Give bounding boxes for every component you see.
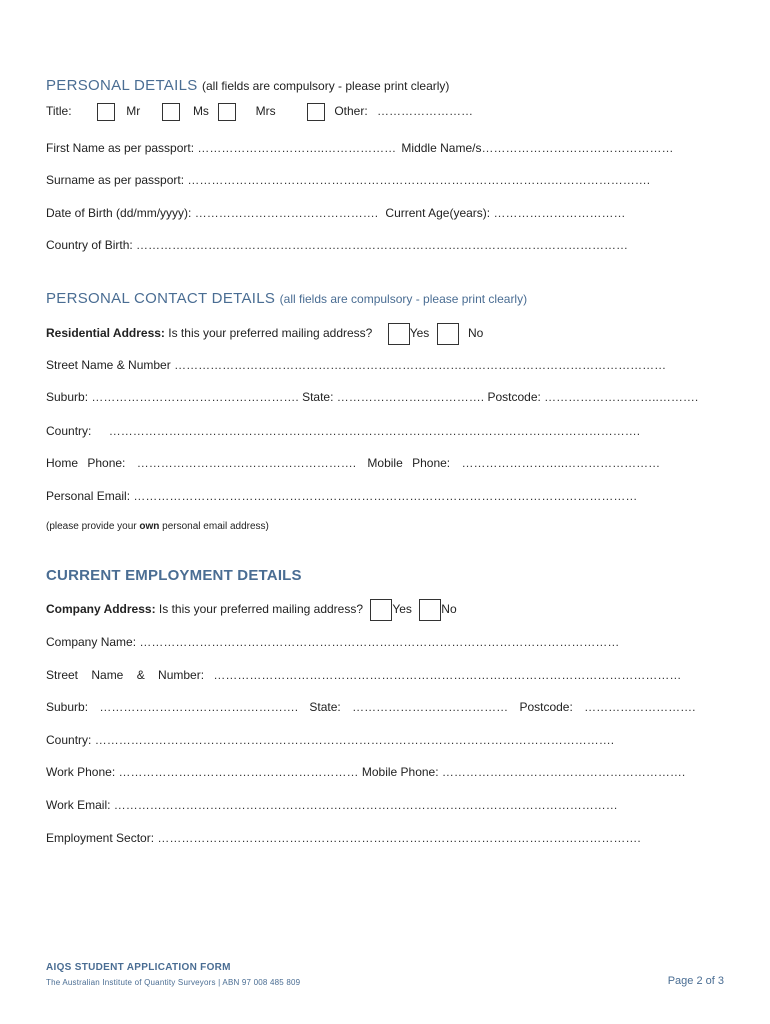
sector-row [46,831,641,845]
res-country-label: Country: [46,424,92,438]
email-row [46,489,637,503]
company-yes-checkbox[interactable] [370,599,392,621]
work-mobile-field[interactable]: ……………………………………………………. [441,765,686,779]
company-postcode-label: Postcode: [519,700,573,714]
dob-row [46,206,625,220]
work-phone-label: Work Phone: [46,765,116,779]
res-suburb-row [46,390,698,404]
res-street-label: Street Name & Number [46,358,171,372]
age-field[interactable]: …………………………… [493,206,626,220]
work-email-label: Work Email: [46,798,111,812]
email-hint [46,521,269,532]
residential-no-checkbox[interactable] [437,323,459,345]
company-no-checkbox[interactable] [419,599,441,621]
company-country-label: Country: [46,733,92,747]
res-state-field[interactable]: ………………………………. [336,390,485,404]
residential-row [46,323,483,345]
res-suburb-field[interactable]: ……………………………………………. [91,390,299,404]
phone-row [46,456,660,470]
residential-yes-checkbox[interactable] [388,323,410,345]
page-number: Page 2 of 3 [667,975,724,987]
personal-details-title: PERSONAL DETAILS [46,77,198,94]
first-name-row [46,141,673,155]
dob-field[interactable]: ………………………………………. [194,206,379,220]
other-field[interactable]: …………………… [377,104,474,119]
company-street-row [46,668,681,682]
mr-label: Mr [126,104,141,119]
surname-field[interactable]: ……………………………………………………………………………….……………………. [187,173,651,187]
mr-checkbox[interactable] [97,103,115,121]
sector-field[interactable]: …………………………………………………………………………………………………………. [157,831,641,845]
mrs-label: Mrs [255,104,276,119]
country-birth-field[interactable]: …………………………………………………………………………………………………………… [136,238,629,252]
company-name-label: Company Name: [46,635,137,649]
personal-details-heading [46,77,449,94]
residential-no-label: No [467,326,484,341]
footer-title: AIQS STUDENT APPLICATION FORM [46,962,231,973]
contact-details-heading [46,290,527,307]
company-address-row [46,599,457,621]
company-no-label: No [441,602,457,617]
email-hint-pre: (please provide your [46,521,137,532]
first-name-field[interactable]: …………………………..……………… [197,141,397,155]
mobile-phone-label: Mobile Phone: [367,456,451,470]
email-field[interactable]: ……………………………………………………………………………………………………………… [133,489,638,503]
res-street-field[interactable]: …………………………………………………………………………………………………………… [174,358,667,372]
title-label: Title: [46,104,72,119]
res-country-row [46,424,640,438]
res-state-label: State: [302,390,334,404]
res-country-field[interactable]: ……………………………………………………………………………………………………………………. [108,424,641,438]
age-label: Current Age(years): [385,206,491,220]
ms-label: Ms [192,104,209,119]
company-street-label: Street Name & Number: [46,668,205,682]
surname-row [46,173,650,187]
work-email-field[interactable]: ……………………………………………………………………………………………………………… [113,798,618,812]
res-postcode-field[interactable]: ………………………..………. [544,390,699,404]
company-country-row [46,733,614,747]
company-name-field[interactable]: ………………………………………………………………………………………………………… [139,635,620,649]
contact-details-title: PERSONAL CONTACT DETAILS [46,290,276,307]
contact-details-note: (all fields are compulsory - please print clearly) [279,292,528,306]
res-suburb-label: Suburb: [46,390,89,404]
company-suburb-field[interactable]: ……………………………….…………. [99,700,299,714]
home-phone-label: Home Phone: [46,456,126,470]
res-postcode-label: Postcode: [487,390,541,404]
mobile-phone-field[interactable]: ……………………..…………………… [461,456,661,470]
company-yes-label: Yes [392,602,412,617]
email-label: Personal Email: [46,489,131,503]
ms-checkbox[interactable] [162,103,180,121]
work-phone-field[interactable]: …………………………………………………… [118,765,359,779]
employment-heading [46,567,302,584]
company-suburb-row [46,700,696,714]
work-phone-row [46,765,685,779]
company-postcode-field[interactable]: ………………………. [584,700,696,714]
company-suburb-label: Suburb: [46,700,89,714]
employment-title: CURRENT EMPLOYMENT DETAILS [46,567,302,584]
company-country-field[interactable]: …………………………………………………………………………………………………………………. [94,733,615,747]
company-street-field[interactable]: ……………………………………………………………………………………………………… [213,668,682,682]
first-name-label: First Name as per passport: [46,141,195,155]
company-name-row [46,635,619,649]
dob-label: Date of Birth (dd/mm/yyyy): [46,206,192,220]
company-state-label: State: [309,700,341,714]
title-row [46,103,473,121]
company-address-label: Company Address: [46,602,156,617]
work-email-row [46,798,618,812]
email-hint-post: personal email address) [162,521,269,532]
middle-name-field[interactable]: ………………………………………… [481,141,674,155]
country-birth-label: Country of Birth: [46,238,133,252]
residential-question: Is this your preferred mailing address? [168,326,373,341]
res-street-row [46,358,666,372]
footer-subtitle: The Australian Institute of Quantity Surveyors | ABN 97 008 485 809 [46,978,301,987]
company-address-question: Is this your preferred mailing address? [158,602,364,617]
email-hint-own: own [139,521,160,532]
country-birth-row [46,238,628,252]
personal-details-note: (all fields are compulsory - please print clearly) [201,79,450,93]
middle-name-label: Middle Name/s [401,141,482,155]
home-phone-field[interactable]: ………………………………………………. [136,456,357,470]
other-label: Other: [334,104,368,119]
residential-yes-label: Yes [409,326,430,341]
work-mobile-label: Mobile Phone: [361,765,439,779]
surname-label: Surname as per passport: [46,173,185,187]
sector-label: Employment Sector: [46,831,155,845]
company-state-field[interactable]: ………………………………… [352,700,509,714]
residential-label: Residential Address: [46,326,165,341]
mrs-checkbox[interactable] [218,103,236,121]
other-checkbox[interactable] [307,103,325,121]
